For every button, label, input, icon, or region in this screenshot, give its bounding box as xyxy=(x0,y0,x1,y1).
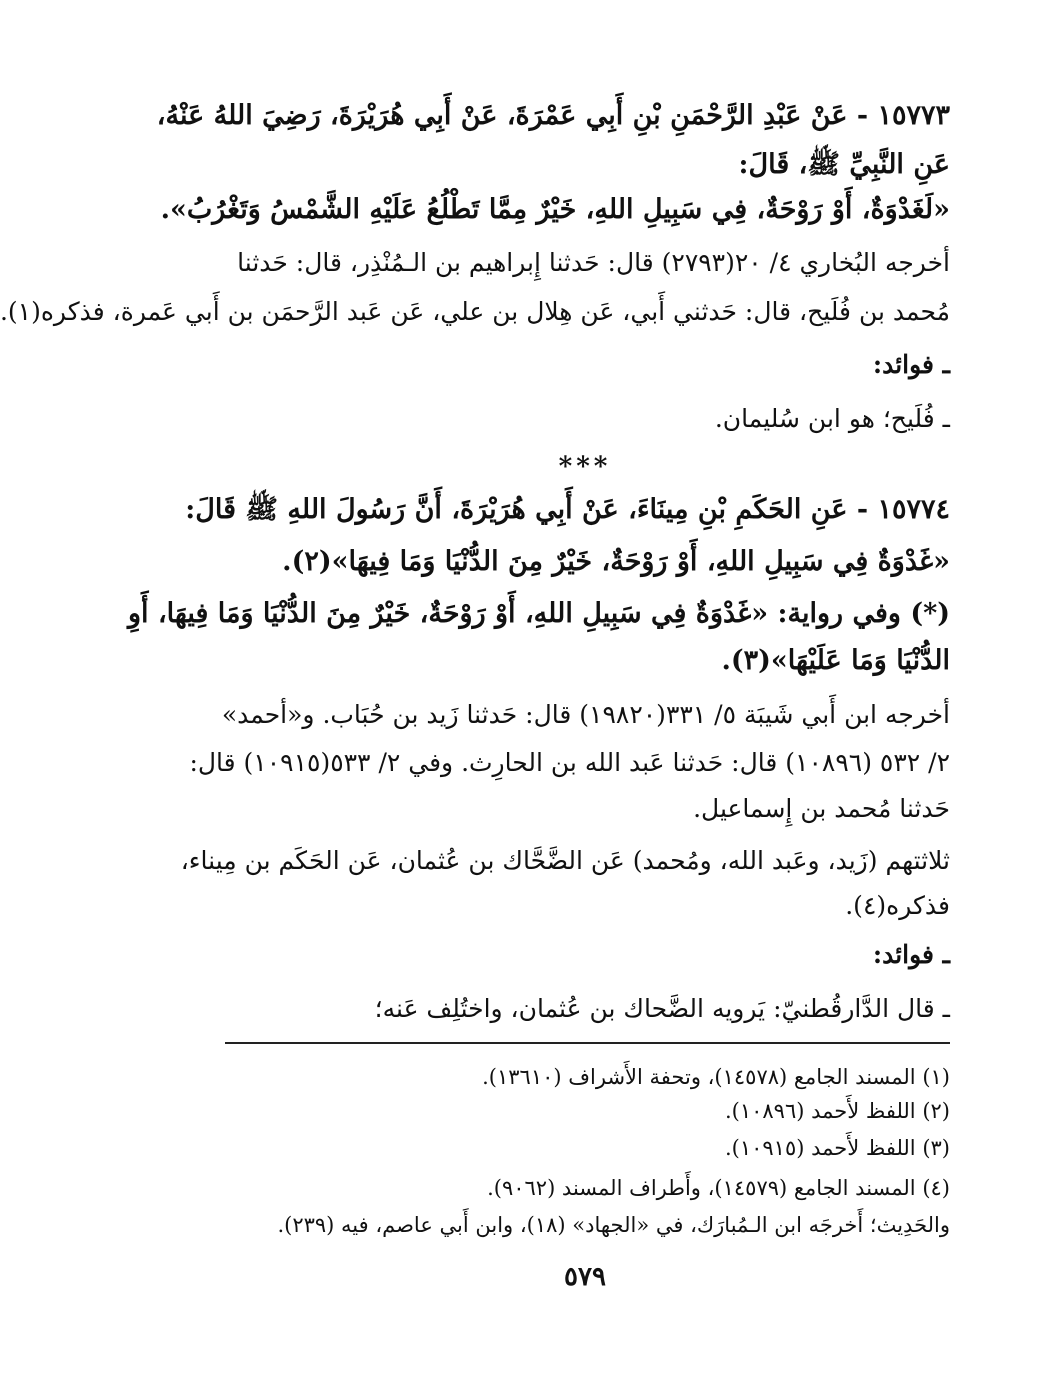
footnote-rule xyxy=(225,1042,950,1044)
fawaid-heading-2: ـ فوائد: xyxy=(872,940,950,969)
footnote-4-continuation: والحَدِيث؛ أَخرجَه ابن الـمُبارَك، في «الجهاد» (١٨)، وابن أَبي عاصم، فيه (٢٣٩). xyxy=(277,1213,950,1237)
footnote-1: (١) المسند الجامع (١٤٥٧٨)، وتحفة الأَشراف (١٣٦١٠). xyxy=(482,1065,950,1089)
riwaya-line-1: (*) وفي رواية: «غَدْوَةٌ فِي سَبِيلِ اللهِ، أَوْ رَوْحَةٌ، خَيْرٌ مِنَ الدُّنْيَا وَمَا فِيهَا، أَوِ xyxy=(128,598,950,629)
takhrij-15774-line-3: حَدثنا مُحمد بن إِسماعيل. xyxy=(693,794,950,823)
fawaid-heading-1: ـ فوائد: xyxy=(872,350,950,379)
footnote-3: (٣) اللفظ لأَحمد (١٠٩١٥). xyxy=(724,1136,950,1160)
riwaya-line-2: الدُّنْيَا وَمَا عَلَيْهَا»(٣). xyxy=(721,645,950,676)
hadith-15773-line-1: ١٥٧٧٣ - عَنْ عَبْدِ الرَّحْمَنِ بْنِ أَبِي عَمْرَةَ، عَنْ أَبِي هُرَيْرَةَ، رَضِيَ اللهُ عَنْهُ، xyxy=(156,100,950,131)
hadith-15774-line-1: ١٥٧٧٤ - عَنِ الحَكَمِ بْنِ مِينَاءَ، عَنْ أَبِي هُرَيْرَةَ، أَنَّ رَسُولَ اللهِ ﷺ قَالَ: xyxy=(185,494,950,525)
hadith-15773-line-2: عَنِ النَّبِيِّ ﷺ، قَالَ: xyxy=(738,149,950,180)
takhrij-15774-line-2: ٢/ ٥٣٢ (١٠٨٩٦) قال: حَدثنا عَبد الله بن الحارِث. وفي ٢/ ٥٣٣(١٠٩١٥) قال: xyxy=(189,748,950,777)
footnote-2: (٢) اللفظ لأَحمد (١٠٨٩٦). xyxy=(724,1099,950,1123)
page-number: ٥٧٩ xyxy=(564,1262,606,1292)
hadith-15773-matn: «لَغَدْوَةٌ، أَوْ رَوْحَةٌ، فِي سَبِيلِ اللهِ، خَيْرٌ مِمَّا تَطْلُعُ عَلَيْهِ الشَّمْسُ وَتَغْرُبُ». xyxy=(160,194,950,225)
fawaid-item-1: ـ فُلَيح؛ هو ابن سُليمان. xyxy=(714,404,950,433)
section-separator: *** xyxy=(558,452,612,482)
thalathat-line-2: فذكره(٤). xyxy=(845,891,950,920)
thalathat-line-1: ثلاثتهم (زَيد، وعَبد الله، ومُحمد) عَن الضَّحَّاك بن عُثمان، عَن الحَكَم بن مِيناء، xyxy=(180,846,950,875)
takhrij-15774-line-1: أخرجه ابن أَبي شَيبَة ٥/ ٣٣١(١٩٨٢٠) قال: حَدثنا زَيد بن حُبَاب. و«أحمد» xyxy=(221,700,950,729)
takhrij-15773-line-1: أخرجه البُخاري ٤/ ٢٠(٢٧٩٣) قال: حَدثنا إِبراهيم بن الـمُنْذِر، قال: حَدثنا xyxy=(237,248,950,277)
takhrij-15773-line-2: مُحمد بن فُلَيح، قال: حَدثني أَبي، عَن هِلال بن علي، عَن عَبد الرَّحمَن بن أَبي عَمرة، فذكره(١). xyxy=(0,297,950,326)
fawaid-item-2: ـ قال الدَّارقُطنيّ: يَرويه الضَّحاك بن عُثمان، واختُلِف عَنه؛ xyxy=(374,994,950,1023)
footnote-4: (٤) المسند الجامع (١٤٥٧٩)، وأَطراف المسند (٩٠٦٢). xyxy=(487,1176,950,1200)
hadith-15774-matn: «غَدْوَةٌ فِي سَبِيلِ اللهِ، أَوْ رَوْحَةٌ، خَيْرٌ مِنَ الدُّنْيَا وَمَا فِيهَا»(٢). xyxy=(282,546,950,577)
